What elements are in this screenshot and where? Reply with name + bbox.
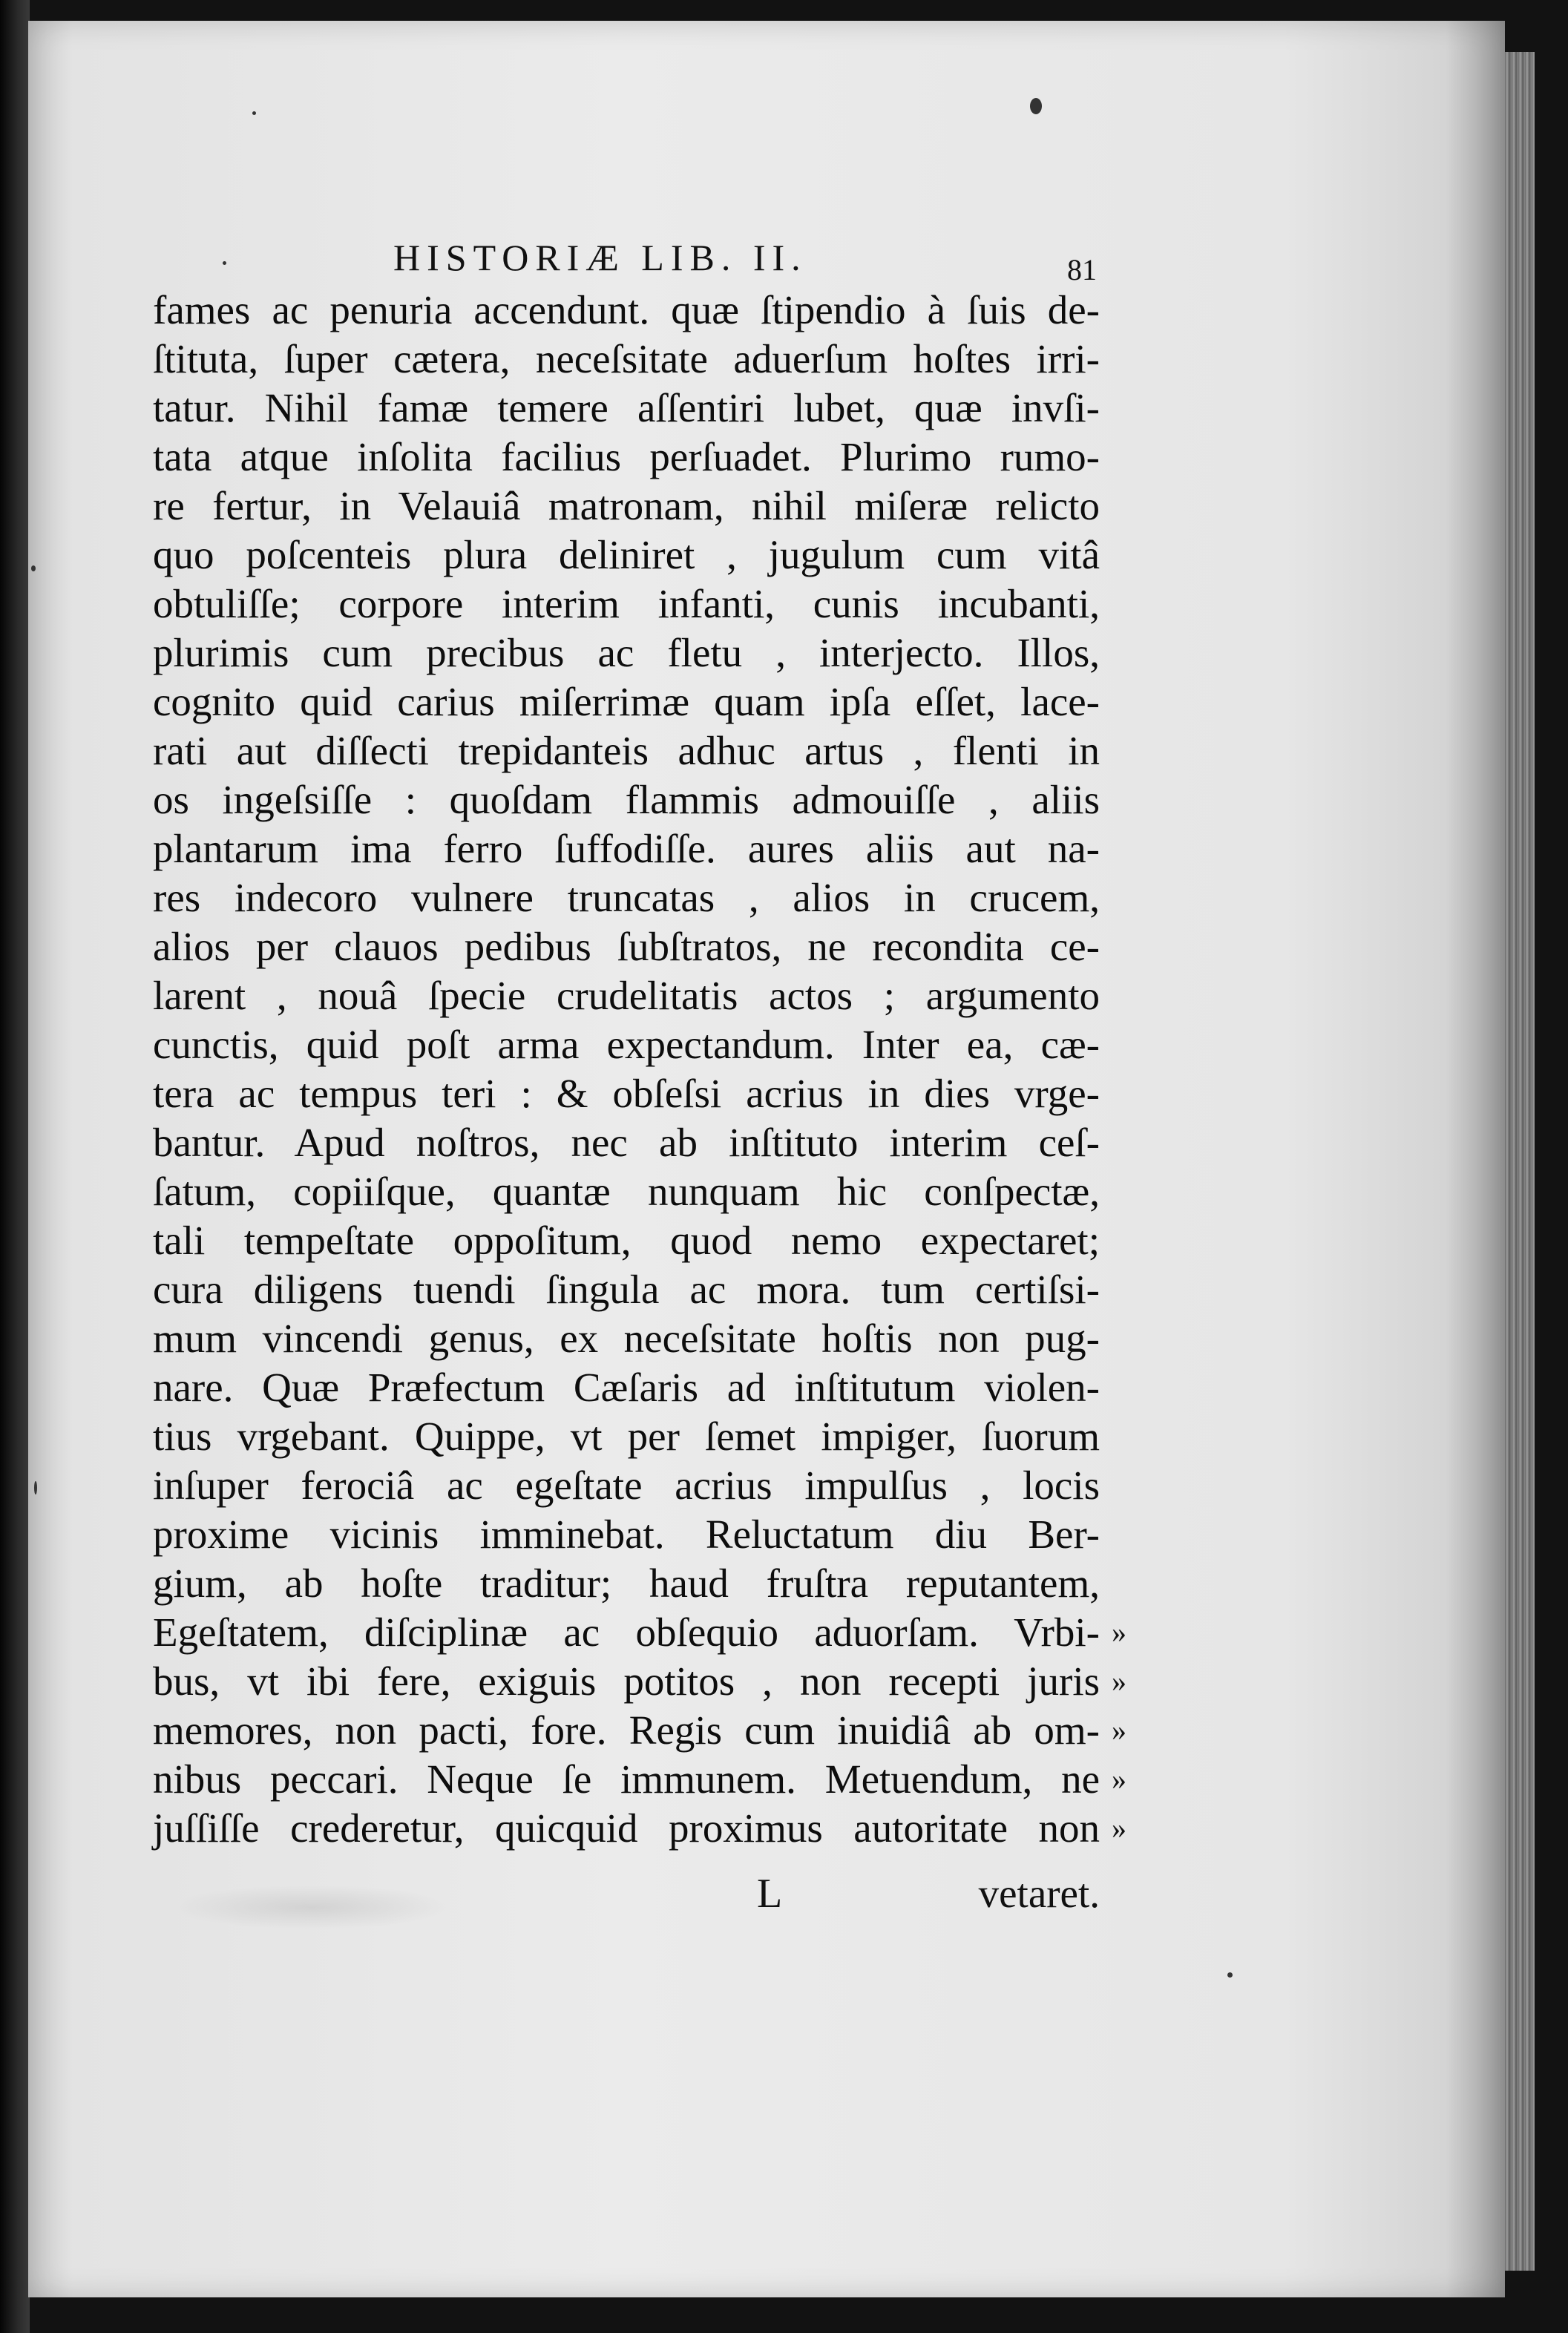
- text-line: [153, 1804, 1126, 1853]
- text-line: [153, 1559, 1100, 1608]
- text-line-content: re fertur, in Velauiâ matronam, nihil miſeræ relicto: [153, 483, 1100, 528]
- text-line-content: alios per clauos pedibus ſubſtratos, ne recondita ce-: [153, 924, 1100, 969]
- text-line-content: obtuliſſe; corpore interim infanti, cunis incubanti,: [153, 581, 1100, 626]
- text-line: [153, 1118, 1100, 1167]
- text-line-content: cura diligens tuendi ſingula ac mora. tum certiſsi-: [153, 1267, 1100, 1312]
- text-line-content: os ingeſsiſſe : quoſdam flammis admouiſſe , aliis: [153, 777, 1100, 822]
- page-number: 81: [1067, 253, 1097, 286]
- text-line: [153, 384, 1100, 433]
- text-line-content: res indecoro vulnere truncatas , alios in crucem,: [153, 875, 1100, 920]
- quotation-mark: »: [1112, 1615, 1126, 1649]
- text-line: [153, 677, 1100, 726]
- text-line: [153, 1412, 1100, 1461]
- text-line: [153, 1314, 1100, 1363]
- page-footer: [153, 1870, 1100, 1922]
- text-line: [153, 1265, 1100, 1314]
- text-line-content: tius vrgebant. Quippe, vt per ſemet impiger, ſuorum: [153, 1414, 1100, 1459]
- text-line-content: memores, non pacti, fore. Regis cum inuidiâ ab om-: [153, 1707, 1100, 1753]
- text-line-content: ſtituta, ſuper cætera, neceſsitate aduerſum hoſtes irri-: [153, 336, 1100, 381]
- text-line: [153, 1069, 1100, 1118]
- text-line-content: fames ac penuria accendunt. quæ ſtipendio à ſuis de-: [153, 287, 1100, 332]
- page-edges: [1505, 52, 1535, 2271]
- text-line: [153, 1167, 1100, 1216]
- text-line: [153, 531, 1100, 580]
- quotation-mark: »: [1112, 1811, 1126, 1845]
- text-line: [153, 775, 1100, 824]
- text-line: [153, 1657, 1126, 1706]
- text-line-content: tatur. Nihil famæ temere aſſentiri lubet, quæ invſi-: [153, 385, 1100, 430]
- text-line: [153, 580, 1100, 629]
- quotation-mark: »: [1112, 1762, 1126, 1796]
- body-text: [153, 286, 1126, 1853]
- text-line: [153, 1216, 1100, 1265]
- text-line-content: nare. Quæ Præfectum Cæſaris ad inſtitutum violen-: [153, 1365, 1100, 1410]
- text-line-content: nibus peccari. Neque ſe immunem. Metuendum, ne: [153, 1756, 1100, 1802]
- text-line: [153, 482, 1100, 531]
- text-line-content: bus, vt ibi fere, exiguis potitos , non recepti juris: [153, 1658, 1100, 1704]
- text-line: [153, 433, 1100, 482]
- text-line: [153, 1020, 1100, 1069]
- running-head: HISTORIÆ LIB. II.: [393, 237, 807, 278]
- text-line: [153, 1608, 1126, 1657]
- text-line-content: gium, ab hoſte traditur; haud fruſtra reputantem,: [153, 1561, 1100, 1606]
- text-line-content: Egeſtatem, diſciplinæ ac obſequio aduorſam. Vrbi-: [153, 1610, 1100, 1655]
- text-line-content: larent , nouâ ſpecie crudelitatis actos ; argumento: [153, 973, 1100, 1018]
- text-line: [153, 629, 1100, 677]
- text-line-content: cognito quid carius miſerrimæ quam ipſa eſſet, lace-: [153, 679, 1100, 724]
- text-line: [153, 286, 1100, 335]
- text-line-content: tera ac tempus teri : & obſeſsi acrius in dies vrge-: [153, 1071, 1100, 1116]
- text-line-content: ſatum, copiiſque, quantæ nunquam hic conſpectæ,: [153, 1169, 1100, 1214]
- quotation-mark: »: [1112, 1664, 1126, 1698]
- text-line-content: plurimis cum precibus ac fletu , interjecto. Illos,: [153, 630, 1100, 675]
- text-line-content: bantur. Apud noſtros, nec ab inſtituto interim ceſ-: [153, 1120, 1100, 1165]
- signature-mark: L: [757, 1871, 783, 1917]
- text-line: [153, 922, 1100, 971]
- text-line: [153, 873, 1100, 922]
- text-line-content: plantarum ima ferro ſuffodiſſe. aures aliis aut na-: [153, 826, 1100, 871]
- catchword: vetaret.: [978, 1871, 1100, 1916]
- binding-shadow: [0, 0, 30, 2333]
- text-line-content: tata atque inſolita facilius perſuadet. Plurimo rumo-: [153, 434, 1100, 479]
- text-line: [153, 971, 1100, 1020]
- text-line-content: cunctis, quid poſt arma expectandum. Inter ea, cæ-: [153, 1022, 1100, 1067]
- text-line-content: inſuper ferociâ ac egeſtate acrius impulſus , locis: [153, 1463, 1100, 1508]
- text-line-content: rati aut diſſecti trepidanteis adhuc artus , flenti in: [153, 728, 1100, 773]
- text-line: [153, 1363, 1100, 1412]
- text-line-content: proxime vicinis imminebat. Reluctatum diu Ber-: [153, 1512, 1100, 1557]
- text-line-content: juſſiſſe crederetur, quicquid proximus autoritate non: [153, 1805, 1100, 1851]
- text-line: [153, 726, 1100, 775]
- text-line: [153, 1461, 1100, 1510]
- text-line: [153, 1510, 1100, 1559]
- text-line: [153, 335, 1100, 384]
- text-line: [153, 1706, 1126, 1755]
- text-line-content: tali tempeſtate oppoſitum, quod nemo expectaret;: [153, 1218, 1100, 1263]
- quotation-mark: »: [1112, 1713, 1126, 1747]
- text-line: [153, 1755, 1126, 1804]
- text-line-content: mum vincendi genus, ex neceſsitate hoſtis non pug-: [153, 1316, 1100, 1361]
- text-line-content: quo poſcenteis plura deliniret , jugulum cum vitâ: [153, 532, 1100, 577]
- text-line: [153, 824, 1100, 873]
